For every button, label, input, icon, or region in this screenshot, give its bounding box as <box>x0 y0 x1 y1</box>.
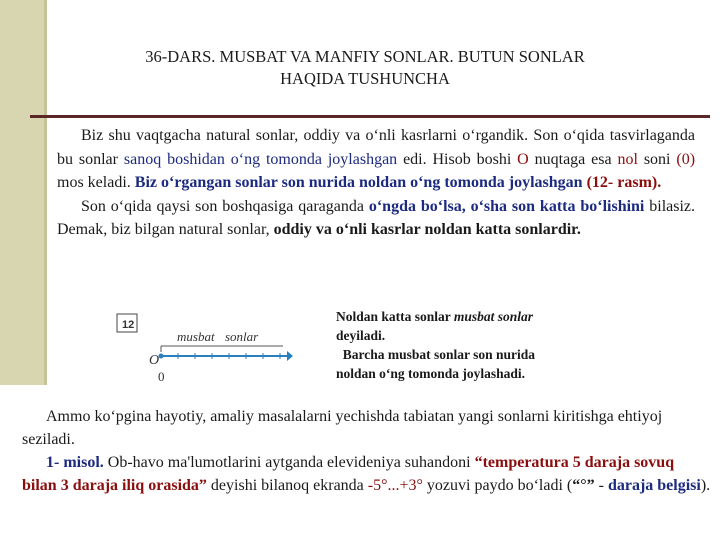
p2-text-5: deyishi bilanoq ekranda <box>210 477 364 494</box>
p1-conclusion: oddiy va o‘nli kasrlar noldan katta sonlardir. <box>273 221 581 238</box>
p1-highlight-learned: Biz o‘rgangan sonlar son nurida noldan o‘ng tomonda joylashgan <box>134 174 583 191</box>
p2-temperature-range: -5°...+3° <box>367 477 423 494</box>
p2-dash: - <box>598 477 604 494</box>
p1-nol-word: nol <box>617 150 638 168</box>
number-ray-figure <box>113 308 293 388</box>
definition-box <box>324 303 576 393</box>
title-divider <box>30 115 710 118</box>
def-line1-b: musbat sonlar <box>453 309 534 324</box>
left-decorative-bar-edge <box>44 0 47 385</box>
p1-highlight-right-side: sanoq boshidan o‘ng tomonda joylashgan <box>123 150 398 168</box>
title-line-2: HAQIDA TUSHUNCHA <box>280 69 450 88</box>
intro-paragraph <box>57 124 695 242</box>
origin-letter: O <box>149 353 160 368</box>
ray-label-sonlar: sonlar <box>225 329 259 344</box>
def-line1-a: Noldan katta sonlar <box>336 309 451 324</box>
zero-label: 0 <box>158 369 165 384</box>
p2-example-label: 1- misol. <box>46 454 104 471</box>
p1-text-5: nuqtaga esa <box>534 150 612 168</box>
p1-text-9: mos keladi. <box>57 174 131 191</box>
p1-text-12: Son o‘qida qaysi son boshqasiga qaraganda <box>81 197 364 215</box>
p1-text-3: edi. Hisob boshi <box>403 150 512 168</box>
p2-text-3: Ob-havo ma'lumotlarini aytganda elevideniya suhandoni <box>107 454 471 471</box>
number-ray-arrow <box>287 351 293 361</box>
ray-label-musbat: musbat <box>177 329 215 344</box>
p1-figure-ref: (12- rasm). <box>586 174 662 191</box>
def-line3: Barcha musbat sonlar son nurida <box>342 347 536 362</box>
p1-highlight-greater: o‘ngda bo‘lsa, o‘sha son katta bo‘lishini <box>368 197 645 215</box>
slide-title <box>60 46 670 90</box>
p2-degree-label: daraja belgisi <box>607 477 701 494</box>
p1-zero: (0) <box>676 150 696 168</box>
left-decorative-bar <box>0 0 46 385</box>
p2-closing: ). <box>700 477 711 494</box>
p1-text-7: soni <box>643 150 671 168</box>
p1-text-1: Biz shu vaqtgacha natural sonlar, oddiy va o‘nli kasrlarni o‘rgandik. Son o‘qida tasvirlaganda bu sonlar <box>57 127 695 168</box>
p2-degree-symbol: “°” <box>572 477 595 494</box>
example-paragraph <box>22 405 712 497</box>
def-line2: deyiladi. <box>336 328 386 343</box>
p2-text-7: yozuvi paydo bo‘ladi ( <box>426 477 573 494</box>
p2-temperature-quote: “temperatura 5 daraja sovuq bilan 3 daraja iliq orasida” <box>22 454 675 494</box>
def-line4: noldan o‘ng tomonda joylashadi. <box>336 366 526 381</box>
p2-text-1: Ammo ko‘pgina hayotiy, amaliy masalalarni yechishda tabiatan yangi sonlarni kiritishga ehtiyoj seziladi. <box>22 408 663 448</box>
definition-text <box>336 307 568 383</box>
title-line-1: 36-DARS. MUSBAT VA MANFIY SONLAR. BUTUN SONLAR <box>145 47 585 66</box>
figure-number: 12 <box>122 319 135 331</box>
p1-text-14: bilasiz. Demak, biz bilgan natural sonlar, <box>57 197 696 238</box>
number-ray-svg <box>113 308 293 388</box>
origin-dot <box>159 354 164 359</box>
p1-origin-letter: O <box>517 150 529 168</box>
